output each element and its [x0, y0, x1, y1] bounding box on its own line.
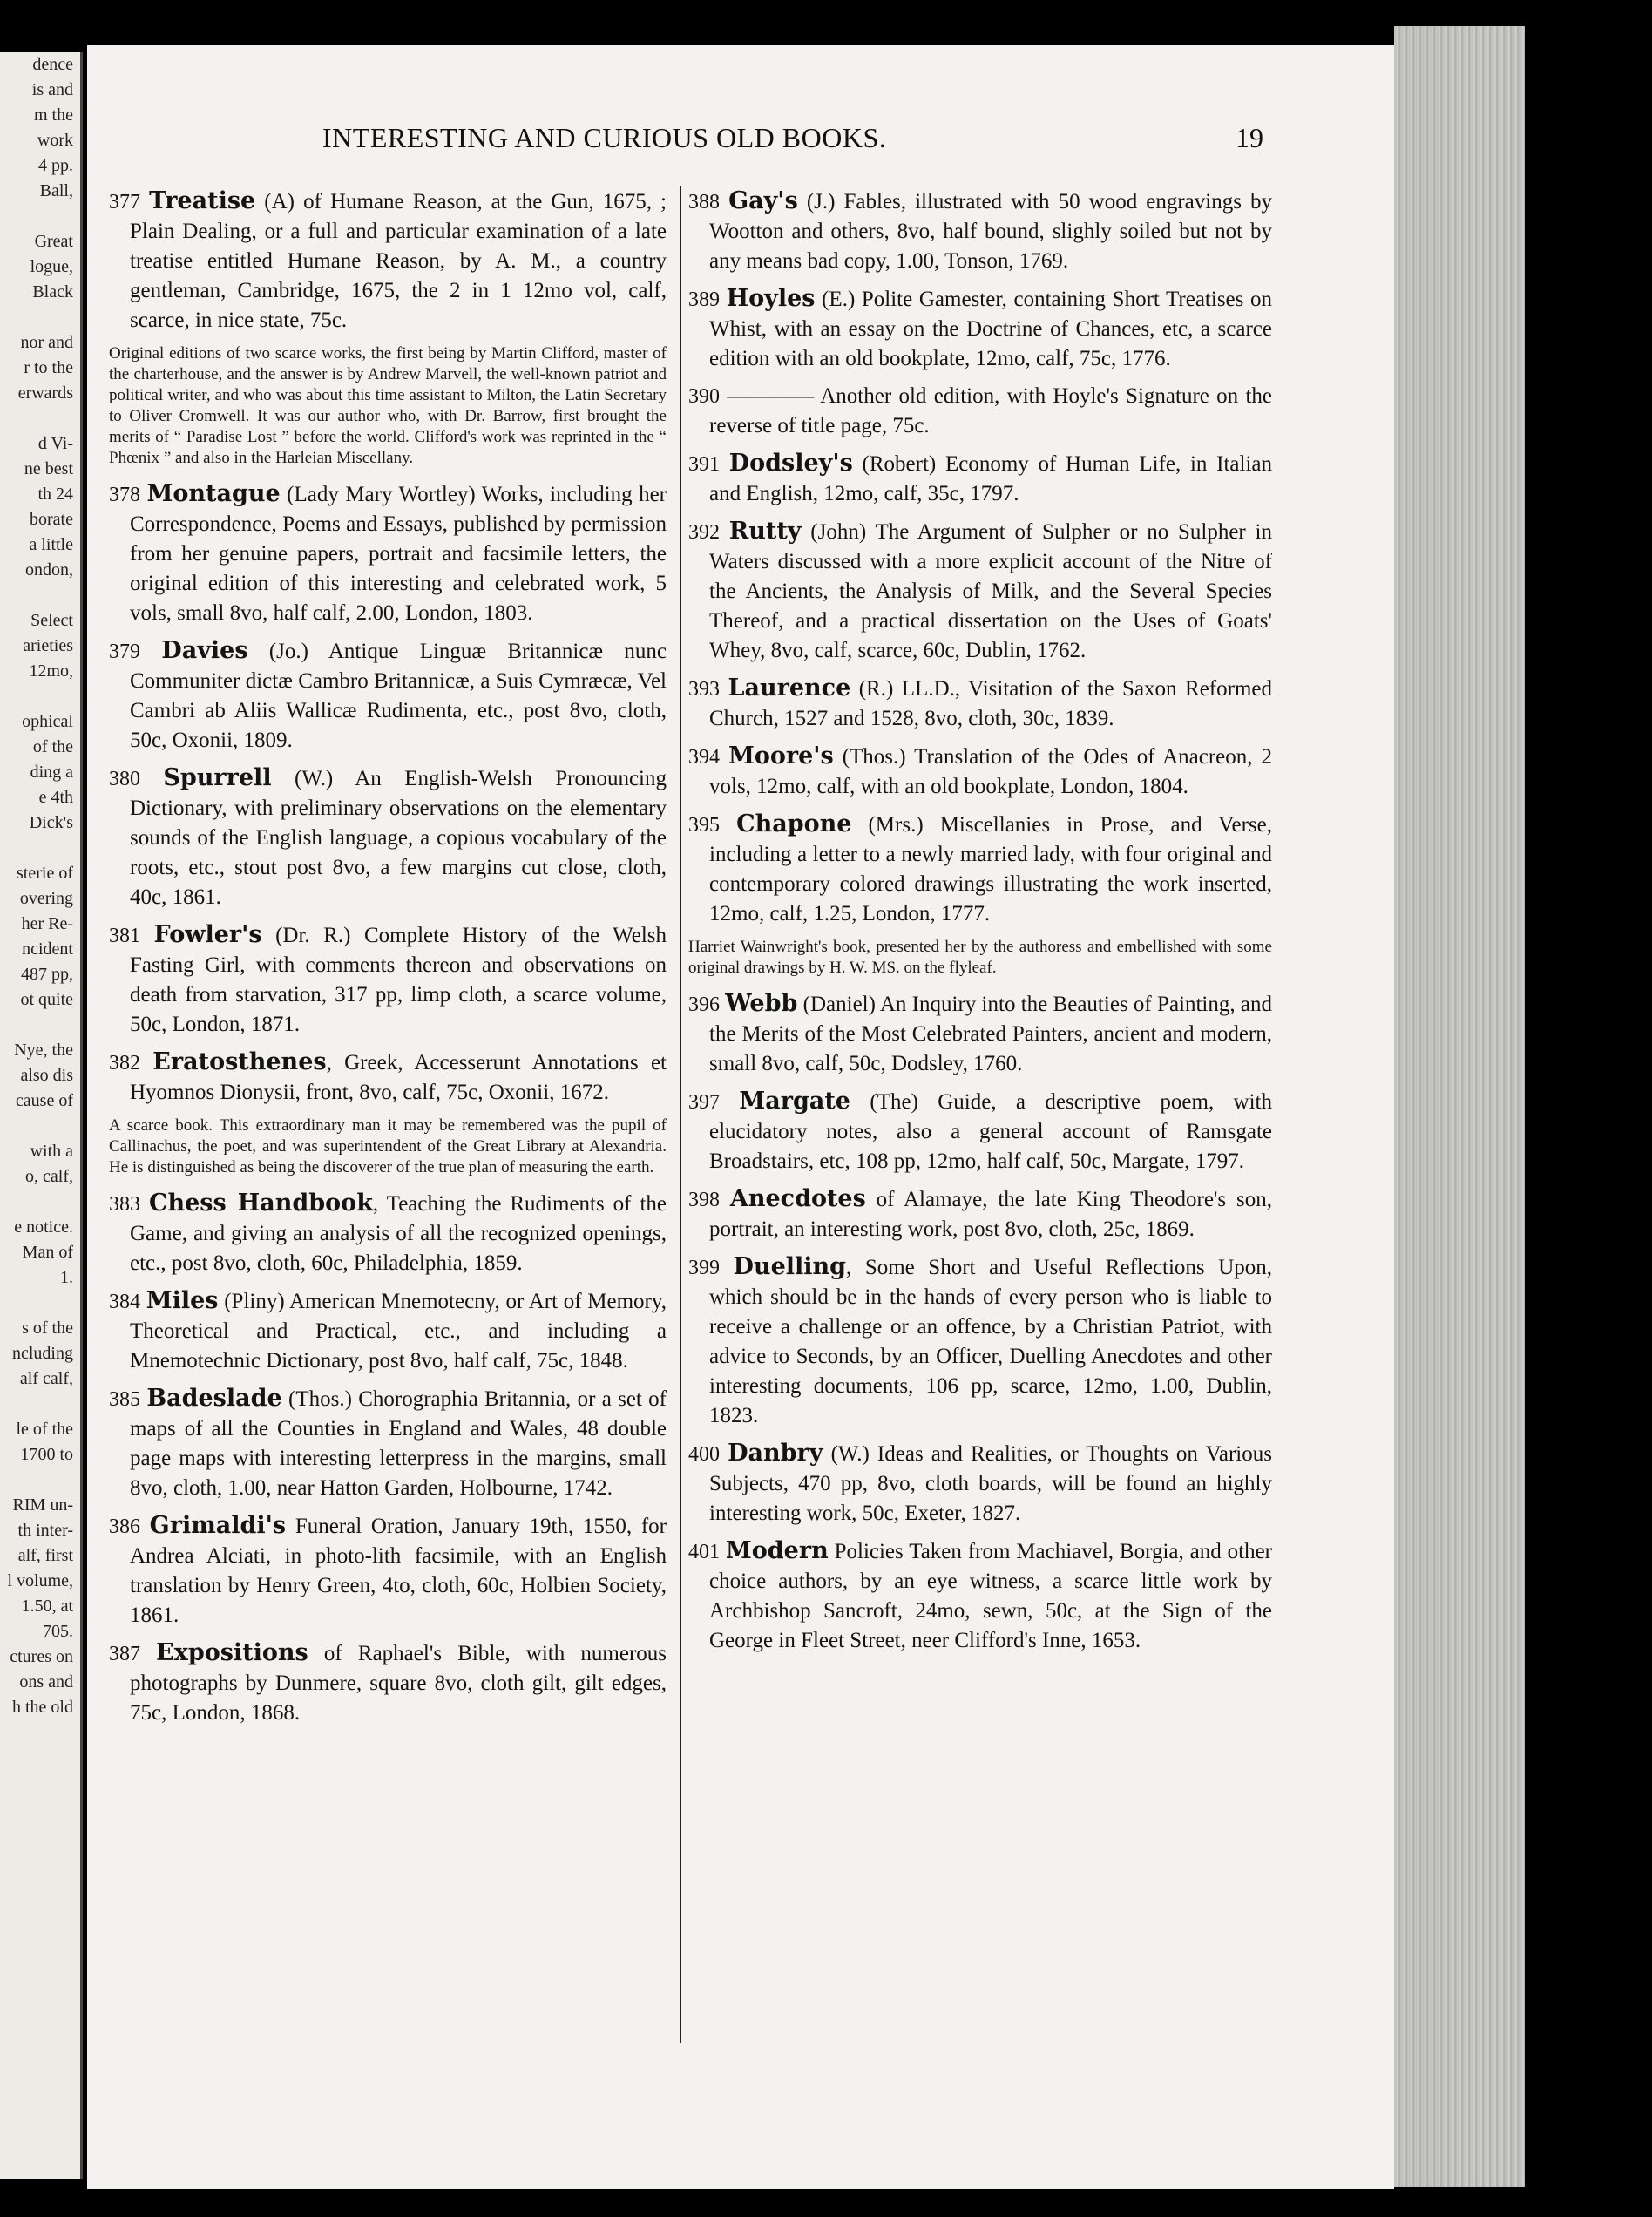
left-page-line: logue, [30, 257, 73, 276]
left-page-line: alf, first [17, 1546, 73, 1565]
left-page-line: l volume, [7, 1571, 73, 1590]
left-page-line: Select [30, 611, 73, 630]
catalogue-entry [109, 1286, 667, 1376]
entry-number: 398 [688, 1189, 720, 1211]
entry-description: , Greek, Accesserunt Annotations et Hyomnos Dionysii, front, 8vo, calf, 75c, Oxonii, 1672. [130, 1051, 667, 1104]
entry-description: (A) of Humane Reason, at the Gun, 1675, ; Plain Dealing, or a full and particular examination of a late treatise entitled Humane Reason, by A. M., a country gentleman, Cambridge, 1675, the 2 in 1 12mo vol, calf, scarce, in nice state, 75c. [130, 190, 667, 332]
left-page-line: 4 pp. [38, 156, 73, 175]
left-page-line: work [37, 131, 73, 150]
entry-number: 392 [688, 521, 720, 544]
entry-title: Duelling [733, 1253, 847, 1280]
entry-title: Anecdotes [729, 1185, 866, 1212]
left-page-line: ophical [22, 712, 73, 731]
left-page-line: dence [32, 55, 73, 74]
entry-description: (Thos.) Chorographia Britannia, or a set of maps of all the Counties in England and Wales, 48 double page maps with interesting letterpress in the margins, small 8vo, cloth, 1.00, near Hatton Garden, Holbourne, 1742. [130, 1387, 667, 1500]
entry-note: Harriet Wainwright's book, presented her by the authoress and embellished with some original drawings by H. W. MS. on the flyleaf. [688, 938, 1272, 977]
entry-title: Moore's [728, 742, 834, 770]
left-page-line: a little [29, 535, 73, 554]
entry-number: 397 [688, 1091, 720, 1114]
left-page-line: 487 pp, [21, 965, 73, 984]
left-page-line: d Vi- [37, 434, 73, 453]
left-page-line: e 4th [38, 788, 73, 807]
left-page-line: Great [34, 232, 73, 251]
entry-title: Badeslade [146, 1385, 282, 1412]
entry-number: 399 [688, 1257, 720, 1279]
entry-description: (Pliny) American Mnemotecny, or Art of Memory, Theoretical and Practical, etc., and including a Mnemotechnic Dictionary, post 8vo, half calf, 75c, 1848. [130, 1290, 667, 1373]
left-page-line: Dick's [29, 813, 73, 832]
entry-number: 387 [109, 1643, 140, 1665]
entry-number: 396 [688, 993, 720, 1016]
entry-number: 385 [109, 1388, 140, 1411]
entry-title: Dodsley's [728, 450, 853, 477]
catalogue-entry [688, 186, 1272, 276]
catalogue-entry [688, 674, 1272, 734]
entry-note: Original editions of two scarce works, the first being by Martin Clifford, master of the charterhouse, and the answer is by Andrew Marvell, the well-known patriot and political writer, and who was about this time assistant to Milton, the Latin Secretary to Oliver Cromwell. It was our author who, with Dr. Barrow, first brought the merits of “ Paradise Lost ” before the world. Clifford's work was reprinted in the “ Phœnix ” and also in the Harleian Miscellany. [109, 344, 667, 467]
left-page-line: borate [30, 510, 73, 529]
left-page-line: ncluding [12, 1344, 73, 1363]
left-page-line: e notice. [14, 1217, 73, 1237]
left-column [109, 186, 667, 1736]
entry-number: 393 [688, 678, 720, 701]
catalogue-entry [688, 1536, 1272, 1656]
left-page-line: ne best [24, 459, 73, 478]
left-page-line: Man of [22, 1243, 73, 1262]
left-page-line: 1. [60, 1268, 73, 1287]
left-page-line: Black [32, 282, 73, 302]
entry-description: (E.) Polite Gamester, containing Short Treatises on Whist, with an essay on the Doctrine of Chances, etc, a scarce edition with an old bookplate, 12mo, calf, 75c, 1776. [709, 288, 1272, 370]
catalogue-entry [109, 1638, 667, 1728]
entry-number: 380 [109, 768, 140, 790]
entry-description: (W.) An English-Welsh Pronouncing Dictionary, with preliminary observations on the elementary sounds of the English language, a copious vocabulary of the roots, etc., stout post 8vo, a few margins cut close, cloth, 40c, 1861. [130, 767, 667, 909]
entry-number: 377 [109, 191, 140, 214]
entry-description: (R.) LL.D., Visitation of the Saxon Reformed Church, 1527 and 1528, 8vo, cloth, 30c, 1839. [709, 677, 1272, 730]
entry-title: Montague [146, 480, 281, 507]
entry-description: (Robert) Economy of Human Life, in Italian and English, 12mo, calf, 35c, 1797. [709, 452, 1273, 505]
left-page-line: sterie of [17, 864, 73, 883]
page-number: 19 [1236, 122, 1263, 153]
entry-number: 386 [109, 1515, 140, 1538]
entry-number: 381 [109, 925, 140, 947]
left-page-line: ncident [22, 939, 73, 959]
left-page-line [0, 1190, 80, 1215]
entry-number: 388 [688, 191, 720, 214]
entry-number: 391 [688, 453, 720, 476]
catalogue-entry [688, 284, 1272, 374]
entry-title: Fowler's [153, 921, 262, 948]
left-page-line [0, 1392, 80, 1417]
entry-title: Modern [725, 1537, 829, 1564]
entry-title: Treatise [149, 187, 256, 214]
left-page-line: le of the [16, 1420, 73, 1439]
left-page-line: ondon, [25, 560, 73, 580]
catalogue-entry [109, 1047, 667, 1108]
entry-description: (Daniel) An Inquiry into the Beauties of Painting, and the Merits of the Most Celebrated Painters, ancient and modern, small 8vo, calf, 50c, Dodsley, 1760. [709, 993, 1273, 1075]
left-page-line: Ball, [39, 181, 73, 200]
left-page-line [0, 406, 80, 431]
catalogue-entry [109, 763, 667, 912]
entry-title: Rutty [728, 518, 802, 545]
left-page-line [0, 305, 80, 330]
left-page-line: h the old [12, 1698, 73, 1717]
catalogue-entry [109, 1189, 667, 1278]
entry-note: A scarce book. This extraordinary man it may be remembered was the pupil of Callinachus, the poet, and was superintendent of the Great Library at Alexandria. He is distinguished as being the discoverer of the true plan of measuring the earth. [109, 1116, 667, 1176]
catalogue-entry [688, 810, 1272, 929]
left-page-line: 1700 to [20, 1445, 73, 1464]
left-page-line [0, 836, 80, 861]
catalogue-entry [688, 1184, 1272, 1244]
left-page-line: 705. [43, 1622, 73, 1641]
entry-description: , Some Short and Useful Reflections Upon, which should be in the hands of every person who is liable to receive a challenge or an offence, by a Christian Patriot, with advice to Seconds, by an Officer, Duelling Anecdotes and other interesting documents, 106 pp, scarce, 12mo, 1.00, Dublin, 1823. [709, 1256, 1272, 1427]
entry-title: Chess Handbook [148, 1190, 373, 1217]
entry-description: (W.) Ideas and Realities, or Thoughts on Various Subjects, 470 pp, 8vo, cloth boards, will be found an highly interesting work, 50c, Exeter, 1827. [709, 1442, 1272, 1525]
entry-number: 384 [109, 1291, 140, 1313]
left-page-line: ding a [30, 763, 73, 782]
catalogue-entry [688, 742, 1272, 802]
entry-description: of Raphael's Bible, with numerous photographs by Dunmere, square 8vo, cloth gilt, gilt edges, 75c, London, 1868. [130, 1642, 667, 1725]
entry-number: 395 [688, 814, 720, 837]
left-page-line: with a [30, 1142, 73, 1161]
entry-number: 401 [688, 1541, 720, 1563]
catalogue-entry [109, 186, 667, 336]
catalogue-entry [688, 989, 1272, 1079]
left-page-line: her Re- [21, 914, 73, 933]
entry-title: Miles [146, 1287, 219, 1314]
left-page-line [0, 1013, 80, 1038]
entry-description: ———— Another old edition, with Hoyle's Signature on the reverse of title page, 75c. [709, 384, 1273, 437]
entry-description: (Thos.) Translation of the Odes of Anacreon, 2 vols, 12mo, calf, with an old bookplate, London, 1804. [709, 745, 1272, 798]
entry-description: of Alamaye, the late King Theodore's son, portrait, an interesting work, post 8vo, cloth, 25c, 1869. [709, 1188, 1273, 1241]
left-page-line: r to the [24, 358, 73, 377]
catalogue-entry [688, 449, 1272, 509]
catalogue-entry [109, 1384, 667, 1503]
entry-number: 390 [688, 385, 720, 408]
left-page-line: o, calf, [25, 1167, 73, 1186]
entry-number: 383 [109, 1193, 140, 1216]
running-head: INTERESTING AND CURIOUS OLD BOOKS. [322, 122, 887, 153]
left-page-line: m the [34, 105, 73, 125]
left-page-line: is and [31, 80, 73, 99]
entry-title: Hoyles [726, 285, 816, 312]
left-page-line [0, 583, 80, 608]
entry-description: Funeral Oration, January 19th, 1550, for Andrea Alciati, in photo-lith facsimile, with an English translation by Henry Green, 4to, cloth, 60c, Holbien Society, 1861. [130, 1515, 667, 1627]
left-page-line: of the [32, 737, 73, 756]
entry-title: Spurrell [163, 764, 272, 791]
entry-title: Webb [725, 990, 798, 1017]
left-page-fragment [0, 52, 83, 2179]
left-page-line: nor and [20, 333, 73, 352]
entry-title: Grimaldi's [149, 1512, 287, 1539]
left-page-line: overing [19, 889, 73, 908]
entry-number: 400 [688, 1443, 720, 1466]
entry-title: Chapone [736, 810, 852, 837]
left-page-line: th 24 [37, 485, 73, 504]
entry-number: 382 [109, 1052, 140, 1075]
entry-description: (J.) Fables, illustrated with 50 wood engravings by Wootton and others, 8vo, half bound, slighly soiled but not by any means bad copy, 1.00, Tonson, 1769. [709, 190, 1273, 273]
catalogue-entry [688, 1252, 1272, 1431]
catalogue-entry [688, 1087, 1272, 1176]
entry-description: (Jo.) Antique Linguæ Britannicæ nunc Communiter dictæ Cambro Britannicæ, a Suis Cymræcæ, Vel Cambri ab Aliis Wallicæ Rudimenta, etc., post 8vo, cloth, 50c, Oxonii, 1809. [130, 640, 667, 752]
left-page-line: arieties [23, 636, 73, 655]
left-page-line: alf calf, [19, 1369, 73, 1388]
entry-description: Policies Taken from Machiavel, Borgia, and other choice authors, by an eye witness, a scarce little work by Archbishop Sancroft, 24mo, sewn, 50c, at the Sign of the George in Fleet Street, neer Clifford's Inne, 1653. [709, 1540, 1272, 1652]
left-page-line: 12mo, [29, 661, 73, 681]
entry-title: Danbry [728, 1440, 823, 1467]
catalogue-entry [109, 636, 667, 756]
left-page-line: 1.50, at [21, 1597, 73, 1616]
left-page-line: also dis [20, 1066, 73, 1085]
page-edges [1394, 26, 1525, 2187]
catalogue-entry [109, 1511, 667, 1631]
catalogue-entry [109, 920, 667, 1040]
left-page-line: RIM un- [12, 1495, 73, 1515]
left-page-line [0, 1468, 80, 1493]
entry-number: 394 [688, 746, 720, 769]
entry-title: Expositions [156, 1639, 308, 1666]
entry-title: Eratosthenes [152, 1048, 327, 1075]
catalogue-entry [109, 479, 667, 628]
entry-description: (The) Guide, a descriptive poem, with elucidatory notes, also a general account of Ramsgate Broadstairs, etc, 108 pp, 12mo, half calf, 50c, Margate, 1797. [709, 1090, 1272, 1173]
entry-title: Margate [739, 1088, 850, 1115]
entry-title: Davies [161, 637, 248, 664]
left-page-line: ons and [19, 1672, 73, 1692]
left-page-line [0, 204, 80, 229]
entry-title: Gay's [728, 187, 798, 214]
entry-title: Laurence [728, 675, 851, 702]
entry-description: (Lady Mary Wortley) Works, including her Correspondence, Poems and Essays, published by permission from her genuine papers, portrait and facsimile letters, the original edition of this interesting and celebrated work, 5 vols, small 8vo, half calf, 2.00, London, 1803. [130, 483, 667, 625]
entry-description: , Teaching the Rudiments of the Game, and giving an analysis of all the recognized openings, etc., post 8vo, cloth, 60c, Philadelphia, 1859. [130, 1192, 667, 1275]
left-page-line: erwards [17, 383, 73, 403]
left-page-line: cause of [15, 1091, 73, 1110]
left-page-line: ctures on [10, 1647, 73, 1666]
left-page-line: Nye, the [14, 1041, 73, 1060]
entry-number: 378 [109, 484, 140, 506]
column-divider [680, 186, 681, 2043]
entry-number: 379 [109, 641, 140, 663]
left-page-line [0, 1291, 80, 1316]
catalogue-entry [688, 1439, 1272, 1529]
left-page-line: ot quite [20, 990, 73, 1009]
entry-description: (Mrs.) Miscellanies in Prose, and Verse, including a letter to a newly married lady, with four original and contemporary colored drawings illustrating the work inserted, 12mo, calf, 1.25, London, 1777. [709, 813, 1273, 925]
entry-description: (Dr. R.) Complete History of the Welsh Fasting Girl, with comments thereon and observations on death from starvation, 317 pp, limp cloth, a scarce volume, 50c, London, 1871. [130, 924, 667, 1036]
left-page-line: s of the [22, 1319, 73, 1338]
entry-description: (John) The Argument of Sulpher or no Sulpher in Waters discussed with a more explicit account of the Nitre of the Ancients, the Analysis of Milk, and the Several Species Thereof, and a practical dissertation on the Uses of Goats' Whey, 8vo, calf, scarce, 60c, Dublin, 1762. [709, 520, 1272, 662]
right-column [688, 186, 1272, 1664]
entry-number: 389 [688, 288, 720, 311]
left-page-line [0, 684, 80, 709]
catalogue-entry [688, 382, 1272, 441]
catalogue-entry [688, 517, 1272, 666]
left-page-line [0, 1114, 80, 1139]
left-page-line: th inter- [17, 1521, 73, 1540]
